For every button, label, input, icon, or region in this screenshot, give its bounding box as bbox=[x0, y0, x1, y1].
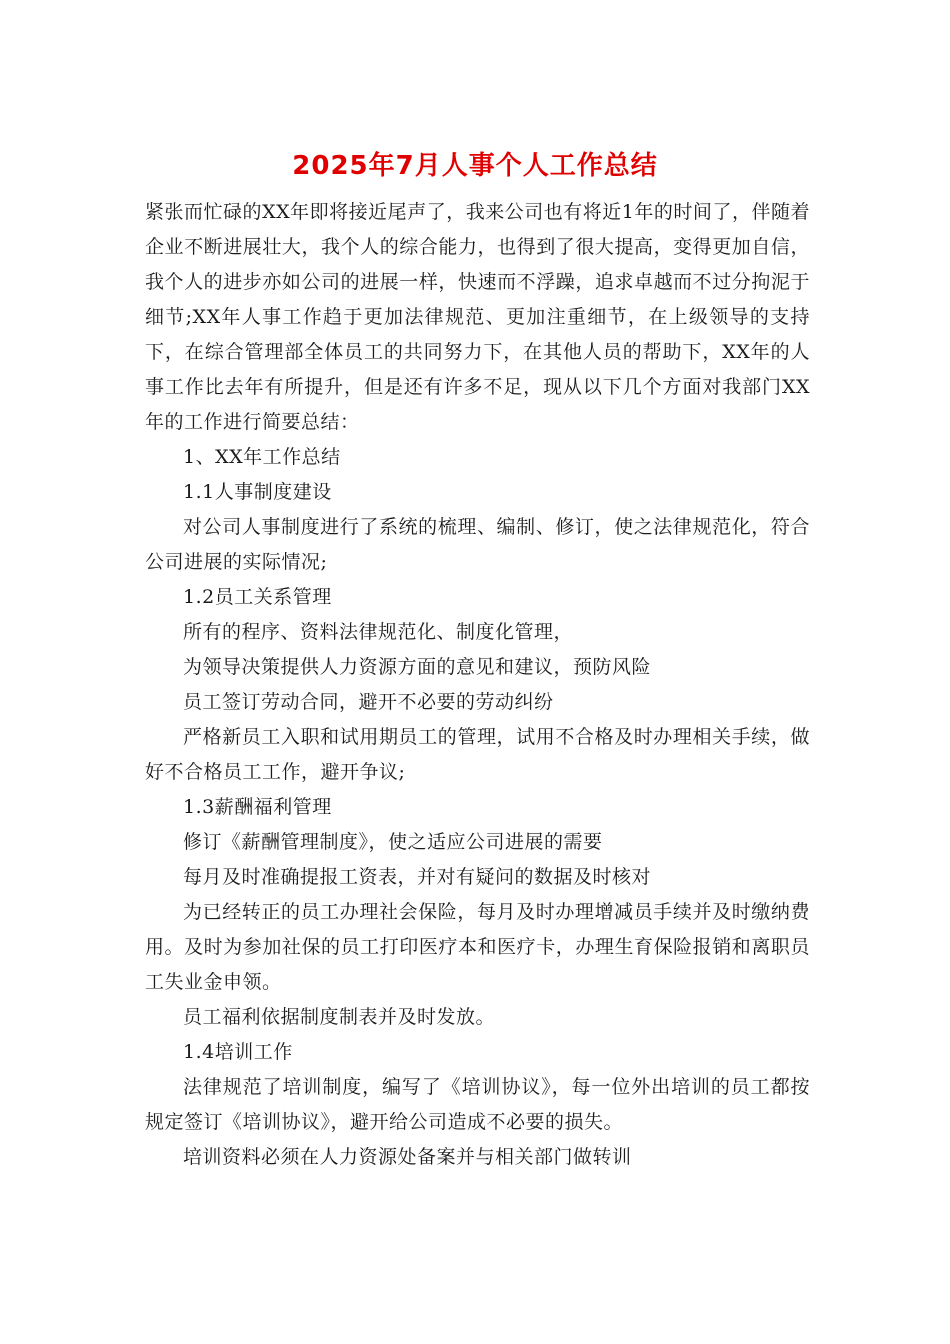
paragraph: 紧张而忙碌的XX年即将接近尾声了，我来公司也有将近1年的时间了，伴随着企业不断进展壮大，我个人的综合能力，也得到了很大提高，变得更加自信，我个人的进步亦如公司的进展一样，快速而不浮躁，追求卓越而不过分拘泥于细节;XX年人事工作趋于更加法律规范、更加注重细节，在上级领导的支持下，在综合管理部全体员工的共同努力下，在其他人员的帮助下，XX年的人事工作比去年有所提升，但是还有许多不足，现从以下几个方面对我部门XX年的工作进行简要总结： bbox=[145, 201, 810, 433]
paragraph: 严格新员工入职和试用期员工的管理，试用不合格及时办理相关手续，做好不合格员工工作，避开争议; bbox=[145, 726, 810, 783]
paragraph: 员工福利依据制度制表并及时发放。 bbox=[183, 1006, 496, 1028]
paragraph: 每月及时准确提报工资表，并对有疑问的数据及时核对 bbox=[183, 866, 652, 888]
document-body bbox=[145, 195, 810, 1175]
paragraph: 修订《薪酬管理制度》，使之适应公司进展的需要 bbox=[183, 831, 603, 853]
paragraph: 培训资料必须在人力资源处备案并与相关部门做转训 bbox=[183, 1146, 632, 1168]
document-title: 2025年7月人事个人工作总结 bbox=[292, 151, 658, 181]
paragraph: 1.1人事制度建设 bbox=[183, 481, 332, 503]
paragraph: 1、XX年工作总结 bbox=[183, 446, 341, 468]
paragraph: 为已经转正的员工办理社会保险，每月及时办理增减员手续并及时缴纳费用。及时为参加社保的员工打印医疗本和医疗卡，办理生育保险报销和离职员工失业金申领。 bbox=[145, 901, 810, 993]
paragraph: 1.3薪酬福利管理 bbox=[183, 796, 332, 818]
paragraph: 1.4培训工作 bbox=[183, 1041, 293, 1063]
paragraph: 法律规范了培训制度，编写了《培训协议》，每一位外出培训的员工都按规定签订《培训协议》，避开给公司造成不必要的损失。 bbox=[145, 1076, 810, 1133]
paragraph: 1.2员工关系管理 bbox=[183, 586, 332, 608]
paragraph: 为领导决策提供人力资源方面的意见和建议，预防风险 bbox=[183, 656, 652, 678]
paragraph: 所有的程序、资料法律规范化、制度化管理， bbox=[183, 621, 574, 643]
paragraph: 员工签订劳动合同，避开不必要的劳动纠纷 bbox=[183, 691, 554, 713]
paragraph: 对公司人事制度进行了系统的梳理、编制、修订，使之法律规范化，符合公司进展的实际情况; bbox=[145, 516, 810, 573]
